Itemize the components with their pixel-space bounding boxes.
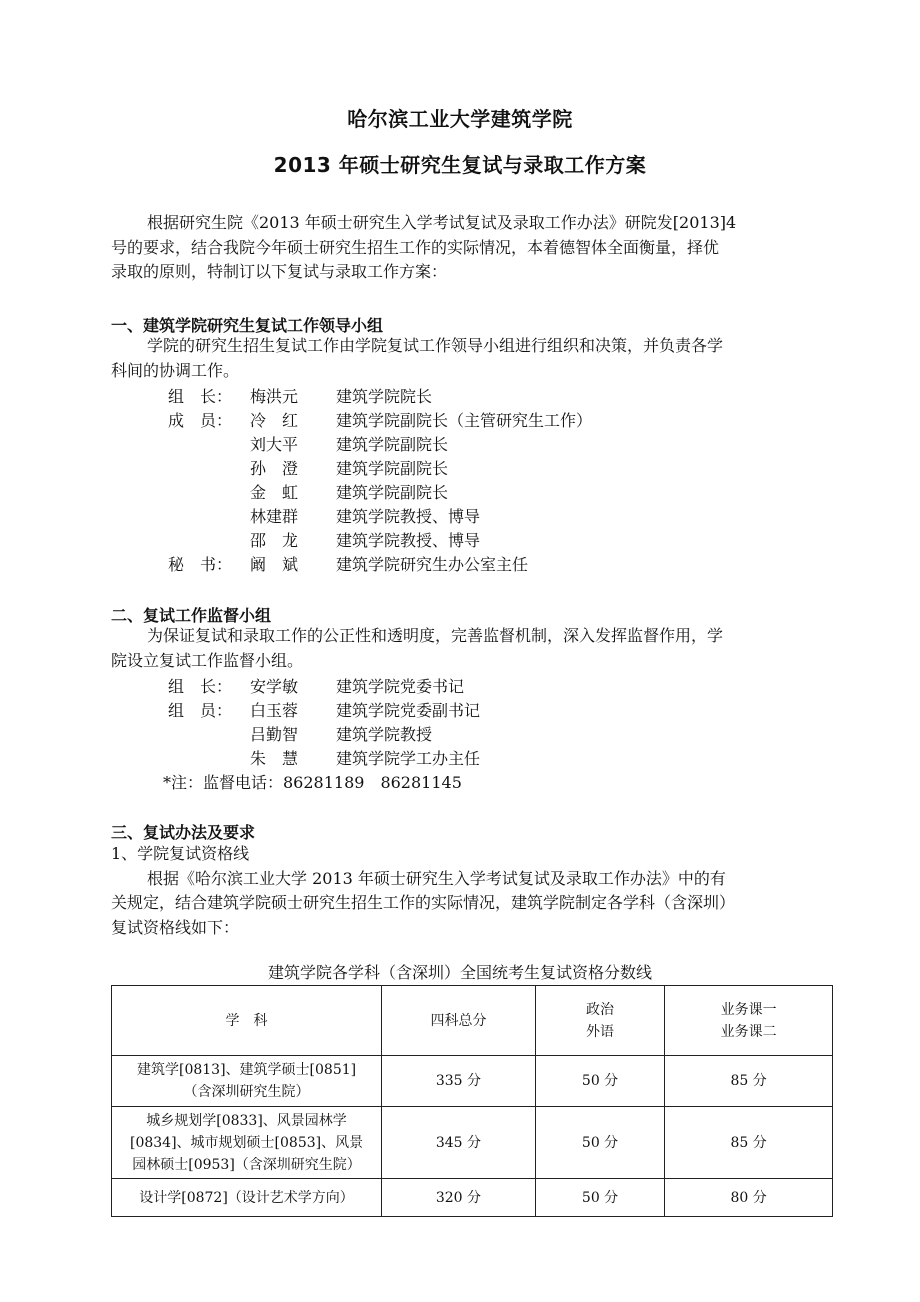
subject-cell [112,1179,382,1217]
courses-cell: 85 分 [665,1107,833,1179]
courses-cell: 85 分 [665,1056,833,1107]
intro-line: 录取的原则，特制订以下复试与录取工作方案： [111,262,448,281]
courses-cell: 80 分 [665,1179,833,1217]
subject-line: [0834]、城市规划硕士[0853]、风景 [129,1134,364,1151]
desc-line: 院设立复试工作监督小组。 [111,650,304,670]
subject-line: 建筑学[0813]、建筑学硕士[0851] [136,1062,357,1078]
member-position: 建筑学院教授、博导 [336,531,481,550]
table-row [112,1056,833,1107]
section-2-description [111,624,811,673]
subject-line: 园林硕士[0953]（含深圳研究生院） [132,1156,361,1173]
desc-line: 复试资格线如下： [111,917,240,937]
member-role: 组 长： [168,677,233,696]
member-position: 建筑学院学工办主任 [336,749,481,768]
member-name: 邵 龙 [250,531,299,550]
desc-line: 关规定，结合建筑学院硕士研究生招生工作的实际情况，建筑学院制定各学科（含深圳） [111,893,736,912]
header-total: 四科总分 [382,986,536,1056]
header-language: 外语 [586,1023,615,1040]
intro-line: 号的要求，结合我院今年硕士研究生招生工作的实际情况，本着德智体全面衡量，择优 [111,237,720,257]
politics-language-cell: 50 分 [535,1056,664,1107]
header-courses [665,986,833,1056]
subject-line: （含深圳研究生院） [183,1084,310,1100]
subsection-title: 1、学院复试资格线 [111,844,250,863]
subject-cell [112,1056,382,1107]
desc-line: 学院的研究生招生复试工作由学院复试工作领导小组进行组织和决策，并负责各学 [147,336,724,355]
header-politics: 政治 [586,1001,615,1018]
subject-cell [112,1107,382,1179]
member-name: 刘大平 [250,435,299,454]
member-name: 吕勤智 [250,725,299,744]
member-position: 建筑学院教授、博导 [336,507,481,526]
member-name: 冷 红 [250,411,299,430]
member-name: 孙 澄 [250,459,299,478]
member-role: 成 员： [168,411,233,430]
desc-line: 科间的协调工作。 [111,360,240,380]
member-name: 林建群 [250,507,299,526]
institution-title: 哈尔滨工业大学建筑学院 [347,107,573,131]
hotline-note: *注：监督电话：86281189 86281145 [163,773,462,792]
subject-line: 城乡规划学[0833]、风景园林学 [146,1112,347,1129]
intro-paragraph [111,211,811,285]
header-subject: 学 科 [112,986,382,1056]
member-name: 白玉蓉 [250,701,299,720]
intro-line: 根据研究生院《2013 年硕士研究生入学考试复试及录取工作办法》研院发[2013]4 [147,213,737,232]
table-row [112,1107,833,1179]
member-position: 建筑学院副院长 [336,435,449,454]
member-name: 金 虹 [250,483,299,502]
member-position: 建筑学院党委副书记 [336,701,481,720]
desc-line: 为保证复试和录取工作的公正性和透明度，完善监督机制，深入发挥监督作用，学 [147,626,724,645]
section-3-heading: 三、复试办法及要求 [111,823,256,842]
header-course-2: 业务课二 [720,1023,777,1040]
member-position: 建筑学院教授 [336,725,433,744]
member-role: 组 员： [168,701,233,720]
header-course-1: 业务课一 [720,1001,777,1018]
member-name: 梅洪元 [250,387,299,406]
total-cell: 320 分 [382,1179,536,1217]
member-name: 安学敏 [250,677,299,696]
score-table [111,985,833,1217]
total-cell: 335 分 [382,1056,536,1107]
politics-language-cell: 50 分 [535,1107,664,1179]
table-header-row [112,986,833,1056]
member-position: 建筑学院党委书记 [336,677,465,696]
member-position: 建筑学院副院长 [336,483,449,502]
member-role: 秘 书： [168,555,233,574]
member-position: 建筑学院研究生办公室主任 [336,555,529,574]
desc-line: 根据《哈尔滨工业大学 2013 年硕士研究生入学考试复试及录取工作办法》中的有 [147,868,726,888]
section-1-heading: 一、建筑学院研究生复试工作领导小组 [111,316,384,335]
subject-line: 设计学[0872]（设计艺术学方向） [139,1189,354,1206]
section-3-body [111,842,811,940]
member-position: 建筑学院副院长 [336,459,449,478]
section-2-heading: 二、复试工作监督小组 [111,606,272,625]
header-politics-language [535,986,664,1056]
member-name: 朱 慧 [250,749,299,768]
politics-language-cell: 50 分 [535,1179,664,1217]
table-row [112,1179,833,1217]
table-caption: 建筑学院各学科（含深圳）全国统考生复试资格分数线 [267,963,652,982]
member-role: 组 长： [168,387,233,406]
member-name: 阚 斌 [250,555,299,574]
member-position: 建筑学院副院长（主管研究生工作） [336,411,593,430]
section-1-description [111,334,811,383]
member-position: 建筑学院院长 [336,387,433,406]
total-cell: 345 分 [382,1107,536,1179]
plan-title: 2013 年硕士研究生复试与录取工作方案 [273,153,647,177]
